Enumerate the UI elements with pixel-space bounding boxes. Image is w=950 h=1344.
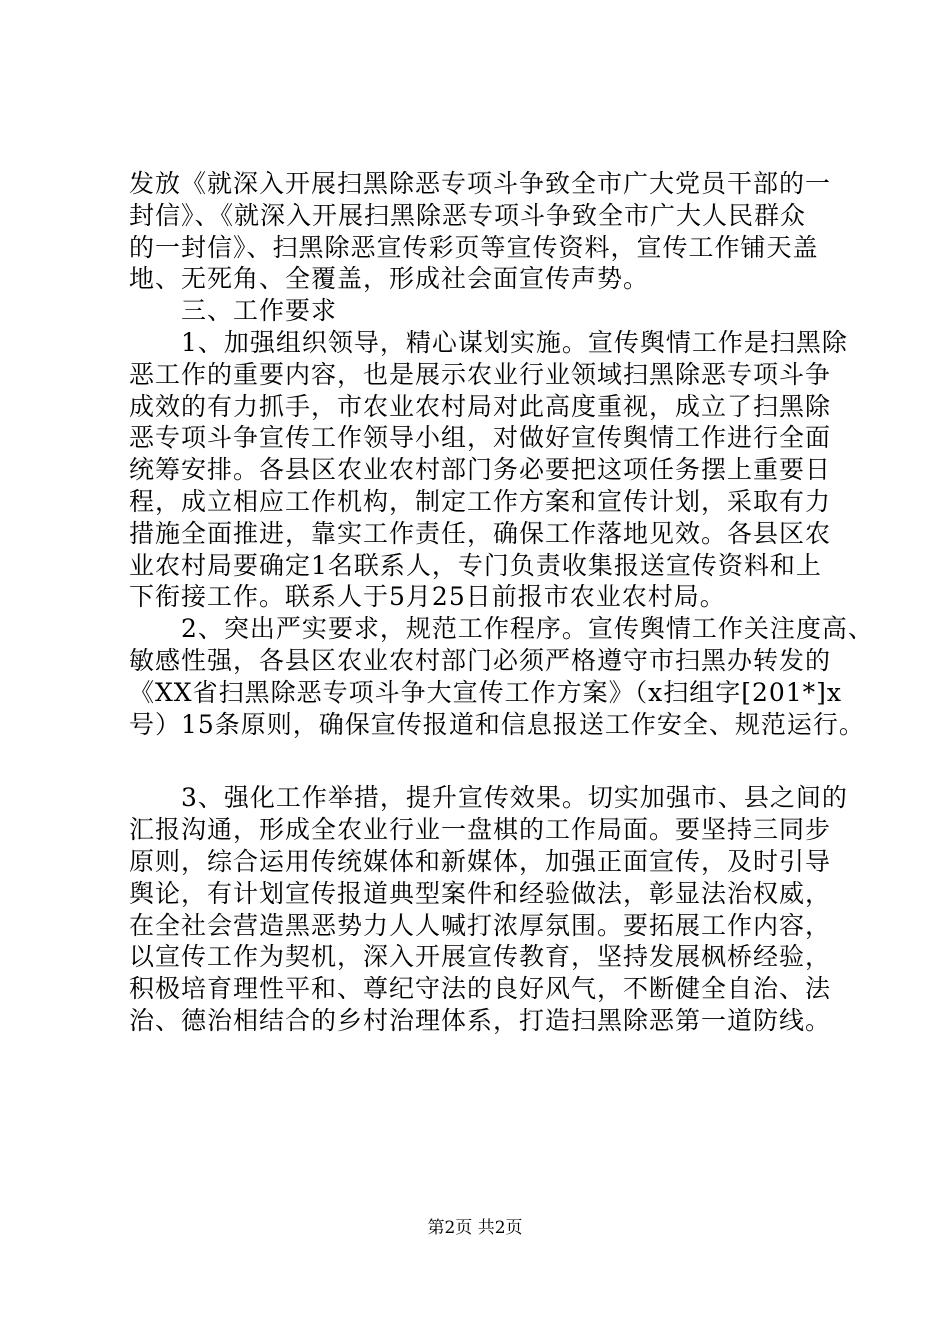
text-line: 恶工作的重要内容，也是展示农业行业领域扫黑除恶专项斗争 <box>129 359 832 389</box>
text-line: 地、无死角、全覆盖，形成社会面宣传声势。 <box>129 264 650 294</box>
text-line: 3、强化工作举措，提升宣传效果。切实加强市、县之间的 <box>129 783 848 813</box>
page-footer <box>0 1217 950 1239</box>
text-line: 2、突出严实要求，规范工作程序。宣传舆情工作关注度高、 <box>129 614 874 644</box>
text-line: 在全社会营造黑恶势力人人喊打浓厚氛围。要拓展工作内容， <box>129 910 832 940</box>
page-number: 第2页 共2页 <box>427 1218 523 1238</box>
text-line: 成效的有力抓手，市农业农村局对此高度重视，成立了扫黑除 <box>129 391 832 421</box>
text-line: 封信》、《就深入开展扫黑除恶专项斗争致全市广大人民群众 <box>129 200 807 230</box>
text-line: 治、德治相结合的乡村治理体系，打造扫黑除恶第一道防线。 <box>129 1005 832 1035</box>
document-body <box>129 168 874 1037</box>
text-line: 的一封信》、扫黑除恶宣传彩页等宣传资料，宣传工作铺天盖 <box>129 232 819 262</box>
text-line: 号）15条原则，确保宣传报道和信息报送工作安全、规范运行。 <box>129 709 865 739</box>
text-line: 1、加强组织领导，精心谋划实施。宣传舆情工作是扫黑除 <box>129 327 848 357</box>
text-line: 统筹安排。各县区农业农村部门务必要把这项任务摆上重要日 <box>129 455 832 485</box>
text-line: 《XX省扫黑除恶专项斗争大宣传工作方案》（x扫组字[201*]x <box>129 677 843 707</box>
text-line: 下衔接工作。联系人于5月25日前报市农业农村局。 <box>129 582 726 612</box>
text-line: 程，成立相应工作机构，制定工作方案和宣传计划，采取有力 <box>129 486 832 516</box>
paragraph-gap <box>129 740 829 782</box>
text-line: 业农村局要确定1名联系人，专门负责收集报送宣传资料和上 <box>129 550 822 580</box>
text-line: 恶专项斗争宣传工作领导小组，对做好宣传舆情工作进行全面 <box>129 423 832 453</box>
text-line: 发放《就深入开展扫黑除恶专项斗争致全市广大党员干部的一 <box>129 169 832 198</box>
text-line: 以宣传工作为契机，深入开展宣传教育，坚持发展枫桥经验， <box>129 942 832 972</box>
text-line: 积极培育理性平和、尊纪守法的良好风气，不断健全自治、法 <box>129 974 832 1004</box>
text-line: 汇报沟通，形成全农业行业一盘棋的工作局面。要坚持三同步 <box>129 815 832 845</box>
text-line: 措施全面推进，靠实工作责任，确保工作落地见效。各县区农 <box>129 518 832 548</box>
section-heading: 三、工作要求 <box>129 296 338 326</box>
text-line: 舆论，有计划宣传报道典型案件和经验做法，彰显法治权威， <box>129 878 832 908</box>
text-line: 原则，综合运用传统媒体和新媒体，加强正面宣传，及时引导 <box>129 846 832 876</box>
text-line: 敏感性强，各县区农业农村部门必须严格遵守市扫黑办转发的 <box>129 645 832 675</box>
